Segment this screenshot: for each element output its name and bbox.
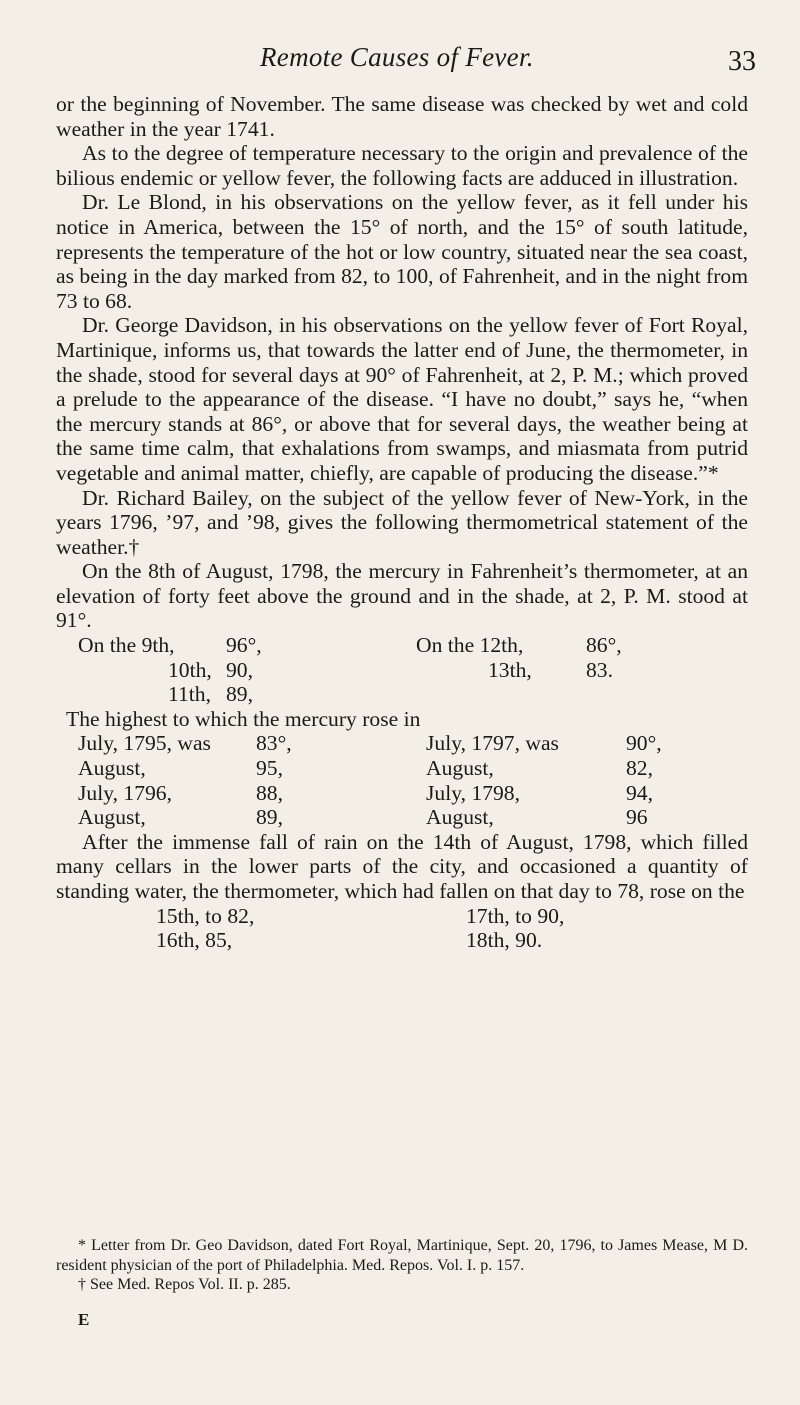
- table-highest-mercury: [56, 731, 748, 829]
- table-cell: On the 12th,: [416, 633, 524, 658]
- paragraph-5: Dr. Richard Bailey, on the subject of the yellow fever of New-York, in the years 1796, ’97, and ’98, gives the following thermometrical statement of the weather.†: [56, 485, 748, 559]
- paragraph-1: or the beginning of November. The same disease was checked by wet and cold weather in the year 1741.: [56, 92, 748, 141]
- paragraph-2: As to the degree of temperature necessary to the origin and prevalence of the bilious endemic or yellow fever, the following facts are adduced in illustration.: [56, 141, 748, 190]
- table-cell: 18th, 90.: [466, 928, 543, 953]
- table-cell: 96: [626, 805, 648, 830]
- table-row: [56, 658, 748, 683]
- table-cell: 89,: [226, 682, 253, 707]
- paragraph-3: Dr. Le Blond, in his observations on the yellow fever, as it fell under his notice in America, between the 15° of north, and the 15° of south latitude, represents the temperature of the hot or low country, situated near the sea coast, as being in the day marked from 82, to 100, of Fahrenheit, and in the night from 73 to 68.: [56, 190, 748, 313]
- body-text: [56, 92, 748, 953]
- footnote-2: † See Med. Repos Vol. II. p. 285.: [78, 1276, 291, 1293]
- table-cell: 89,: [256, 805, 283, 830]
- table-row: [56, 756, 748, 781]
- table-row: [56, 928, 748, 953]
- table-cell: August,: [78, 805, 146, 830]
- table-cell: 90°,: [626, 731, 662, 756]
- footnote-1: * Letter from Dr. Geo Davidson, dated Fort Royal, Martinique, Sept. 20, 1796, to James Mease, M D. resident physician of the port of Philadelphia. Med. Repos. Vol. I. p. 157.: [56, 1237, 748, 1274]
- table-row: [56, 731, 748, 756]
- table-cell: 13th,: [488, 657, 532, 682]
- table-after-rain: [56, 904, 748, 953]
- table-cell: 17th, to 90,: [466, 903, 565, 928]
- table-cell: 16th, 85,: [156, 928, 233, 953]
- table-cell: July, 1798,: [426, 780, 520, 805]
- page-header: [0, 42, 800, 82]
- table-cell: 82,: [626, 756, 653, 781]
- table-cell: August,: [426, 756, 494, 781]
- paragraph-6: On the 8th of August, 1798, the mercury in Fahrenheit’s thermometer, at an elevation of forty feet above the ground and in the shade, at 2, P. M. stood at 91°.: [56, 559, 748, 633]
- table-cell: July, 1795, was: [78, 731, 211, 756]
- table-cell: July, 1797, was: [426, 731, 559, 756]
- table-cell: 90,: [226, 657, 253, 682]
- table-row: [56, 633, 748, 658]
- table-row: [56, 781, 748, 806]
- footnotes: [56, 1236, 748, 1295]
- table-cell: 83°,: [256, 731, 292, 756]
- signature-mark: E: [78, 1310, 90, 1329]
- table-cell: August,: [426, 805, 494, 830]
- table-cell: August,: [78, 756, 146, 781]
- table-cell: 88,: [256, 780, 283, 805]
- running-head: Remote Causes of Fever.: [260, 42, 534, 72]
- table-row: [56, 805, 748, 830]
- table-cell: [416, 682, 586, 707]
- table-cell: 11th,: [168, 682, 211, 707]
- page-number: 33: [728, 46, 756, 77]
- table-row: [56, 682, 748, 707]
- table-cell: 15th, to 82,: [156, 903, 255, 928]
- paragraph-7: The highest to which the mercury rose in: [66, 706, 421, 731]
- table-cell: 94,: [626, 780, 653, 805]
- table-cell: 10th,: [168, 657, 212, 682]
- table-august-1798: [56, 633, 748, 707]
- table-cell: On the 9th,: [78, 633, 175, 658]
- table-row: [56, 904, 748, 929]
- table-cell: 86°,: [586, 633, 622, 658]
- paragraph-4: Dr. George Davidson, in his observations on the yellow fever of Fort Royal, Martinique, informs us, that towards the latter end of June, the thermometer, in the shade, stood for several days at 90° of Fahrenheit, at 2, P. M.; which proved a prelude to the appearance of the disease. “I have no doubt,” says he, “when the mercury stands at 86°, or above that for several days, the weather being at the same time calm, that exhalations from swamps, and miasmata from putrid vegetable and animal matter, chiefly, are capable of producing the disease.”*: [56, 313, 748, 485]
- table-cell: 95,: [256, 756, 283, 781]
- table-cell: 83.: [586, 657, 613, 682]
- table-cell: [586, 682, 748, 707]
- table-cell: 96°,: [226, 633, 262, 658]
- paragraph-8: After the immense fall of rain on the 14th of August, 1798, which filled many cellars in the lower parts of the city, and occasioned a quantity of standing water, the thermometer, which had fallen on that day to 78, rose on the: [56, 829, 748, 903]
- table-cell: July, 1796,: [78, 780, 172, 805]
